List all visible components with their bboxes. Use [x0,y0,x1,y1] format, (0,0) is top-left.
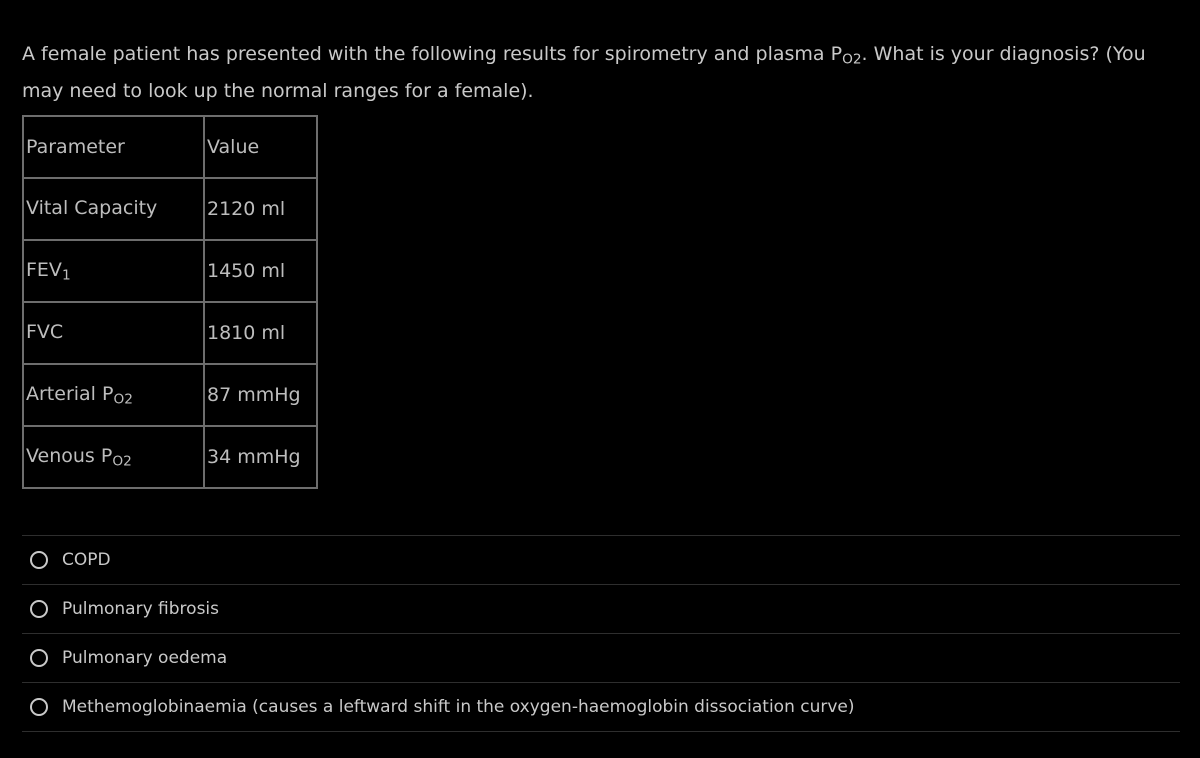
option-pulmonary-oedema[interactable] [22,633,1180,682]
radio-unselected-icon[interactable] [30,649,48,667]
param-cell [23,426,204,488]
question-text-part2: . What is your diagnosis? (You may need to look up the normal ranges for a female). [22,43,1146,103]
answer-options [22,535,1180,732]
param-name: FVC [26,320,64,343]
param-cell [23,302,204,364]
param-cell [23,364,204,426]
question-subscript: O2 [842,51,862,68]
param-cell [23,240,204,302]
radio-unselected-icon[interactable] [30,698,48,716]
header-parameter: Parameter [23,116,204,178]
header-value: Value [204,116,317,178]
option-label: Methemoglobinaemia (causes a leftward shift in the oxygen-haemoglobin dissociation curve) [62,697,855,717]
value-cell: 2120 ml [204,178,317,240]
question-text-part1: A female patient has presented with the following results for spirometry and plasma P [22,43,843,65]
table-header-row [23,116,317,178]
param-subscript: O2 [112,453,132,470]
param-cell [23,178,204,240]
option-pulmonary-fibrosis[interactable] [22,584,1180,633]
param-name: FEV [26,258,62,281]
table-row [23,302,317,364]
param-name: Vital Capacity [26,196,158,219]
value-cell: 87 mmHg [204,364,317,426]
table-row [23,426,317,488]
option-label: Pulmonary fibrosis [62,599,220,619]
option-methemoglobinaemia[interactable] [22,682,1180,732]
option-copd[interactable] [22,535,1180,584]
param-subscript: 1 [61,267,71,284]
value-cell: 1450 ml [204,240,317,302]
radio-unselected-icon[interactable] [30,551,48,569]
option-label: COPD [62,550,111,570]
table-row [23,240,317,302]
results-table [22,115,318,489]
value-cell: 1810 ml [204,302,317,364]
table-row [23,364,317,426]
param-name: Venous P [26,444,113,467]
question-text [22,38,1172,107]
value-cell: 34 mmHg [204,426,317,488]
param-name: Arterial P [26,382,114,405]
option-label: Pulmonary oedema [62,648,228,668]
param-subscript: O2 [113,391,133,408]
radio-unselected-icon[interactable] [30,600,48,618]
table-row [23,178,317,240]
